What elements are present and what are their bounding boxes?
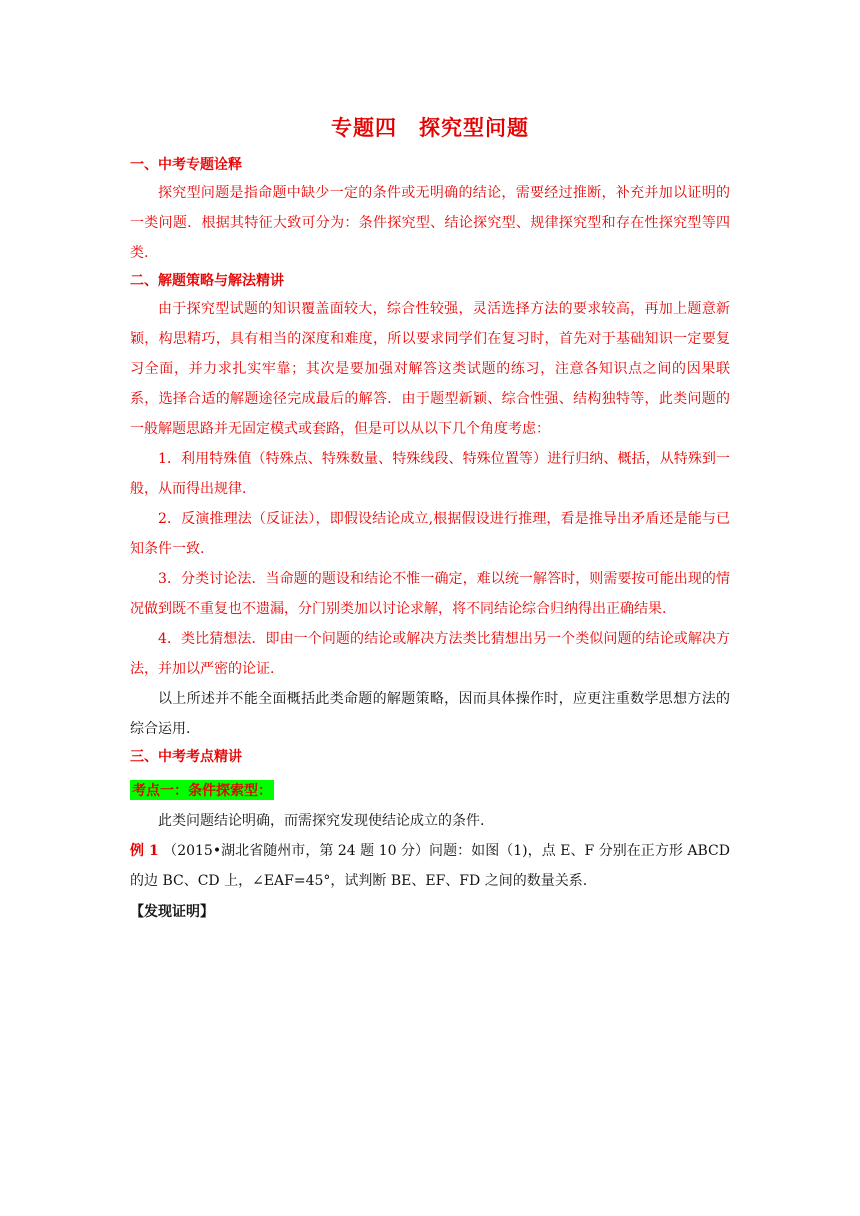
example-1 xyxy=(130,836,730,896)
method-item-4: 4．类比猜想法．即由一个问题的结论或解决方法类比猜想出另一个类似问题的结论或解决方法，并加以严密的论证. xyxy=(130,631,730,677)
method-item-2: 2．反演推理法（反证法），即假设结论成立,根据假设进行推理，看是推导出矛盾还是能与已知条件一致. xyxy=(130,511,730,557)
kaodian-description: 此类问题结论明确，而需探究发现使结论成立的条件. xyxy=(158,813,485,829)
section2-summary: 以上所述并不能全面概括此类命题的解题策略，因而具体操作时，应更注重数学思想方法的综合运用. xyxy=(130,691,730,737)
example-body: （2015•湖北省随州市，第 24 题 10 分）问题：如图（1)，点 E、F 分别在正方形 ABCD 的边 BC、CD 上，∠EAF=45°，试判断 BE、EF、FD 之间的数量关系. xyxy=(130,843,730,889)
section1-paragraph: 探究型问题是指命题中缺少一定的条件或无明确的结论，需要经过推断，补充并加以证明的一类问题．根据其特征大致可分为：条件探究型、结论探究型、规律探究型和存在性探究型等四类. xyxy=(130,185,730,261)
method-item-3: 3．分类讨论法．当命题的题设和结论不惟一确定，难以统一解答时，则需要按可能出现的情况做到既不重复也不遗漏，分门别类加以讨论求解，将不同结论综合归纳得出正确结果. xyxy=(130,571,730,617)
method-item-1: 1．利用特殊值（特殊点、特殊数量、特殊线段、特殊位置等）进行归纳、概括，从特殊到一般，从而得出规律. xyxy=(130,451,730,497)
document-page xyxy=(130,112,730,928)
kaodian-label: 考点一：条件探索型： xyxy=(130,780,274,800)
section-heading-1: 一、中考专题诠释 xyxy=(130,157,242,173)
example-label: 例 1 xyxy=(130,843,159,859)
page-title: 专题四 探究型问题 xyxy=(331,116,529,140)
section-heading-2: 二、解题策略与解法精讲 xyxy=(130,273,284,289)
discovery-proof-heading: 【发现证明】 xyxy=(130,904,214,920)
section-heading-3: 三、中考考点精讲 xyxy=(130,749,242,765)
section2-intro: 由于探究型试题的知识覆盖面较大，综合性较强，灵活选择方法的要求较高，再加上题意新颖，构思精巧，具有相当的深度和难度，所以要求同学们在复习时，首先对于基础知识一定要复习全面，并力求扎实牢靠；其次是要加强对解答这类试题的练习，注意各知识点之间的因果联系，选择合适的解题途径完成最后的解答．由于题型新颖、综合性强、结构独特等，此类问题的一般解题思路并无固定模式或套路，但是可以从以下几个角度考虑： xyxy=(130,301,730,437)
